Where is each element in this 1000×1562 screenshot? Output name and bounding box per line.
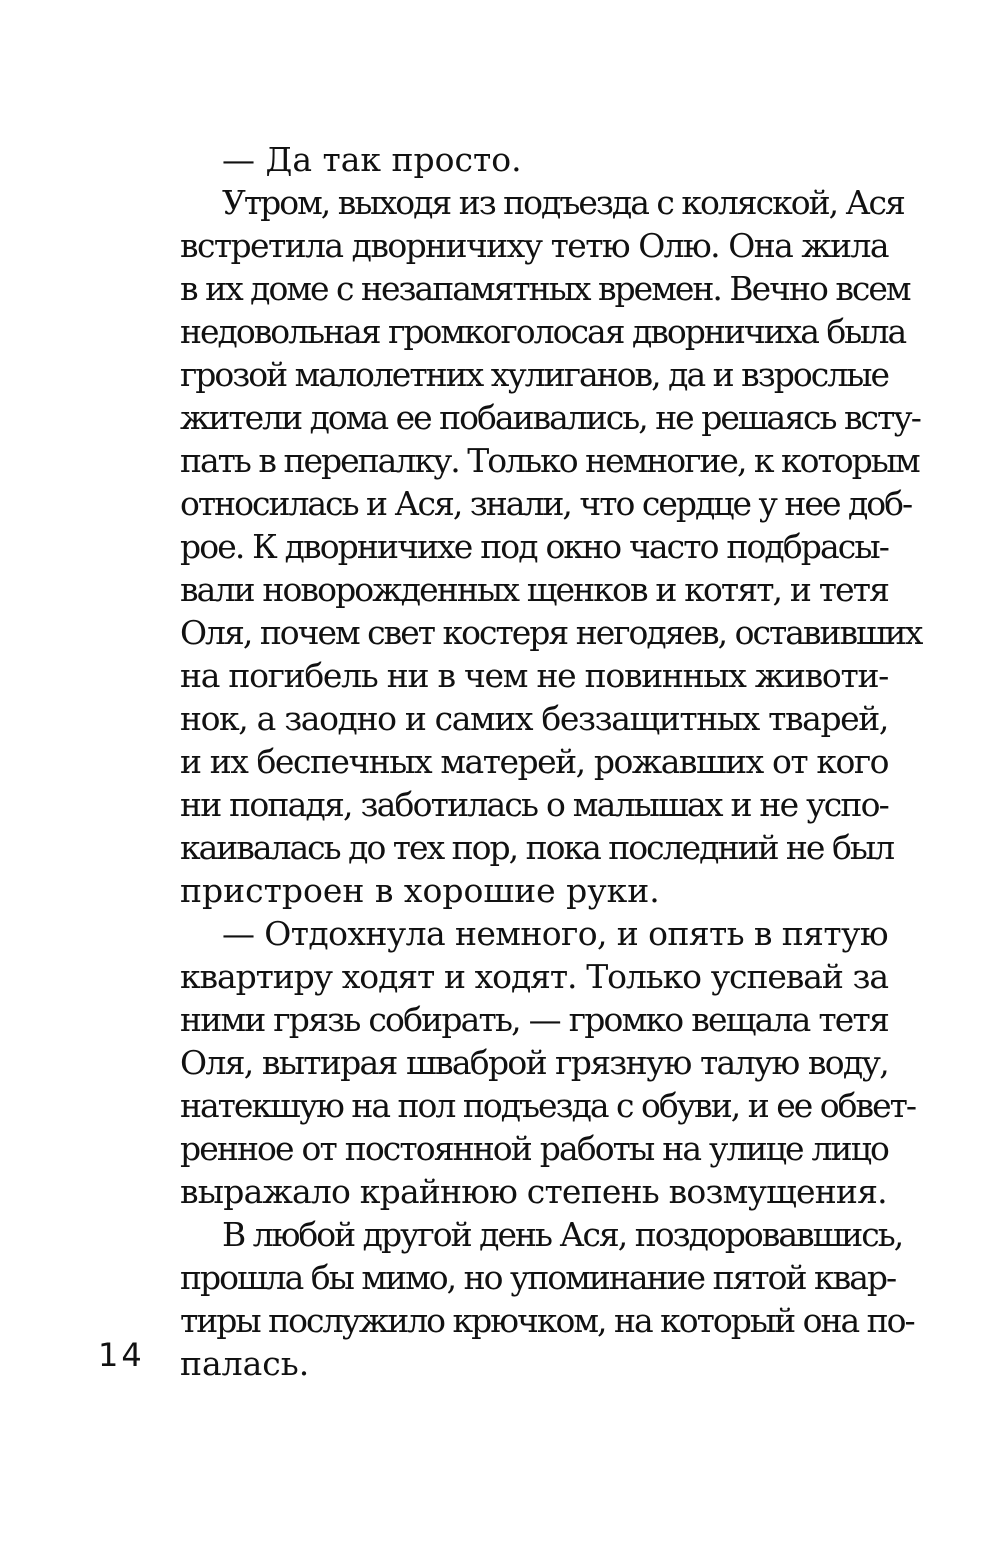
paragraph: [180, 181, 922, 912]
text-line: рое. К дворничихе под окно часто подбрасы-: [180, 527, 888, 566]
text-line: вали новорожденных щенков и котят, и тетя: [180, 570, 888, 609]
text-line: — Отдохнула немного, и опять в пятую: [222, 914, 888, 953]
text-line: ренное от постоянной работы на улице лицо: [180, 1129, 888, 1168]
text-line: В любой другой день Ася, поздоровавшись,: [222, 1215, 903, 1254]
text-line: палась.: [180, 1344, 310, 1383]
text-line: нок, а заодно и самих беззащитных тварей,: [180, 699, 888, 738]
text-line: каивалась до тех пор, пока последний не был: [180, 828, 894, 867]
body-text: [180, 138, 922, 1385]
text-line: Оля, вытирая шваброй грязную талую воду,: [180, 1043, 888, 1082]
text-line: жители дома ее побаивались, не решаясь всту-: [180, 398, 920, 437]
text-line: встретила дворничиху тетю Олю. Она жила: [180, 226, 888, 265]
text-line: натекшую на пол подъезда с обуви, и ее обвет-: [180, 1086, 916, 1125]
page-number: 14: [98, 1336, 145, 1374]
text-line: Оля, почем свет костеря негодяев, оставивших: [180, 613, 922, 652]
text-line: — Да так просто.: [222, 140, 522, 179]
text-line: квартиру ходят и ходят. Только успевай за: [180, 957, 888, 996]
text-line: грозой малолетних хулиганов, да и взрослые: [180, 355, 888, 394]
paragraph: [180, 912, 916, 1213]
text-line: ни попадя, заботилась о малышах и не успо-: [180, 785, 888, 824]
text-line: ними грязь собирать, — громко вещала тетя: [180, 1000, 888, 1039]
text-line: прошла бы мимо, но упоминание пятой квар-: [180, 1258, 896, 1297]
text-line: тиры послужило крючком, на который она по-: [180, 1301, 914, 1340]
text-line: на погибель ни в чем не повинных животи-: [180, 656, 888, 695]
text-line: пристроен в хорошие руки.: [180, 871, 660, 910]
text-line: недовольная громкоголосая дворничиха была: [180, 312, 906, 351]
paragraph: [180, 138, 888, 181]
text-line: и их беспечных матерей, рожавших от кого: [180, 742, 888, 781]
text-line: выражало крайнюю степень возмущения.: [180, 1172, 887, 1211]
text-line: относилась и Ася, знали, что сердце у нее доб-: [180, 484, 912, 523]
text-line: в их доме с незапамятных времен. Вечно всем: [180, 269, 910, 308]
text-line: пать в перепалку. Только немногие, к которым: [180, 441, 919, 480]
text-line: Утром, выходя из подъезда с коляской, Ася: [222, 183, 904, 222]
paragraph: [180, 1213, 914, 1385]
